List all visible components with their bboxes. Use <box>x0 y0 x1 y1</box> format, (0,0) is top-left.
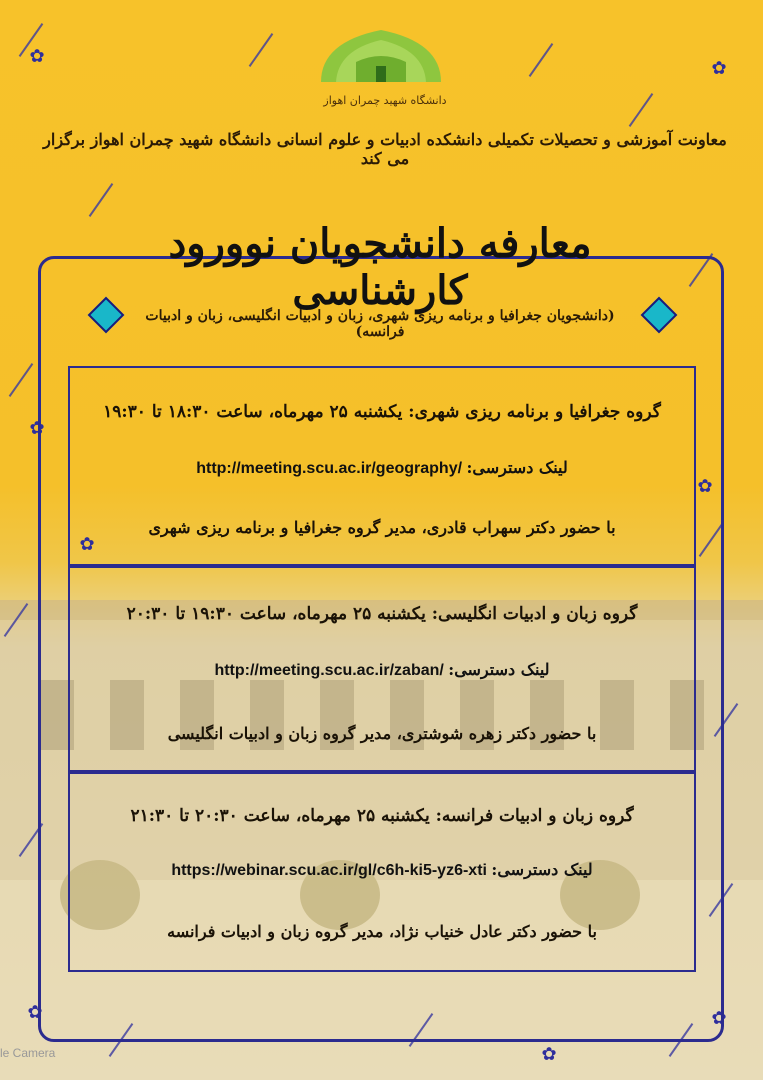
flower-icon: ✿ <box>711 58 727 79</box>
session-link[interactable]: http://meeting.scu.ac.ir/zaban/ <box>214 662 444 679</box>
decor-slash <box>249 33 274 67</box>
session-group-time: گروه زبان و ادبیات انگلیسی: یکشنبه ۲۵ مهرماه، ساعت ۱۹:۳۰ تا ۲۰:۳۰ <box>126 604 638 624</box>
session-link-line <box>82 458 682 478</box>
session-link-line <box>82 660 682 680</box>
session-box <box>68 366 696 568</box>
flower-icon: ✿ <box>697 476 713 497</box>
session-link-label: لینک دسترسی: <box>466 458 568 477</box>
flower-icon: ✿ <box>27 1002 43 1023</box>
page-title: معارفه دانشجویان نوورود کارشناسی <box>168 220 592 314</box>
majors-list: (دانشجویان جغرافیا و برنامه ریزی شهری، زبان و ادبیات انگلیسی، زبان و ادبیات فرانسه) <box>145 308 615 340</box>
decor-slash <box>89 183 114 217</box>
session-box <box>68 770 696 972</box>
session-group-time: گروه جغرافیا و برنامه ریزی شهری: یکشنبه ۲۵ مهرماه، ساعت ۱۸:۳۰ تا ۱۹:۳۰ <box>103 402 661 422</box>
flower-icon: ✿ <box>29 46 45 67</box>
decor-slash <box>9 363 34 397</box>
university-name: دانشگاه شهید چمران اهواز <box>323 94 447 107</box>
decor-slash <box>629 93 654 127</box>
flower-icon: ✿ <box>79 534 95 555</box>
camera-watermark: le Camera <box>0 1046 56 1060</box>
session-link[interactable]: https://webinar.scu.ac.ir/gl/c6h-ki5-yz6-xti <box>171 862 487 879</box>
session-presence: با حضور دکتر زهره شوشتری، مدیر گروه زبان و ادبیات انگلیسی <box>167 724 597 743</box>
session-group-time: گروه زبان و ادبیات فرانسه: یکشنبه ۲۵ مهرماه، ساعت ۲۰:۳۰ تا ۲۱:۳۰ <box>130 806 634 826</box>
session-box <box>68 564 696 774</box>
flower-icon: ✿ <box>29 418 45 439</box>
flower-icon: ✿ <box>711 1008 727 1029</box>
session-link-label: لینک دسترسی: <box>448 660 550 679</box>
session-presence: با حضور دکتر عادل خنیاب نژاد، مدیر گروه زبان و ادبیات فرانسه <box>167 922 597 941</box>
university-logo <box>316 22 446 88</box>
session-link[interactable]: http://meeting.scu.ac.ir/geography/ <box>196 460 463 477</box>
session-link-label: لینک دسترسی: <box>491 860 593 879</box>
session-presence: با حضور دکتر سهراب قادری، مدیر گروه جغرافیا و برنامه ریزی شهری <box>148 518 616 537</box>
decor-slash <box>529 43 554 77</box>
flower-icon: ✿ <box>541 1044 557 1065</box>
session-link-line <box>82 860 682 880</box>
organizer-subtitle: معاونت آموزشی و تحصیلات تکمیلی دانشکده ادبیات و علوم انسانی دانشگاه شهید چمران اهواز برگزار می کند <box>43 130 727 168</box>
